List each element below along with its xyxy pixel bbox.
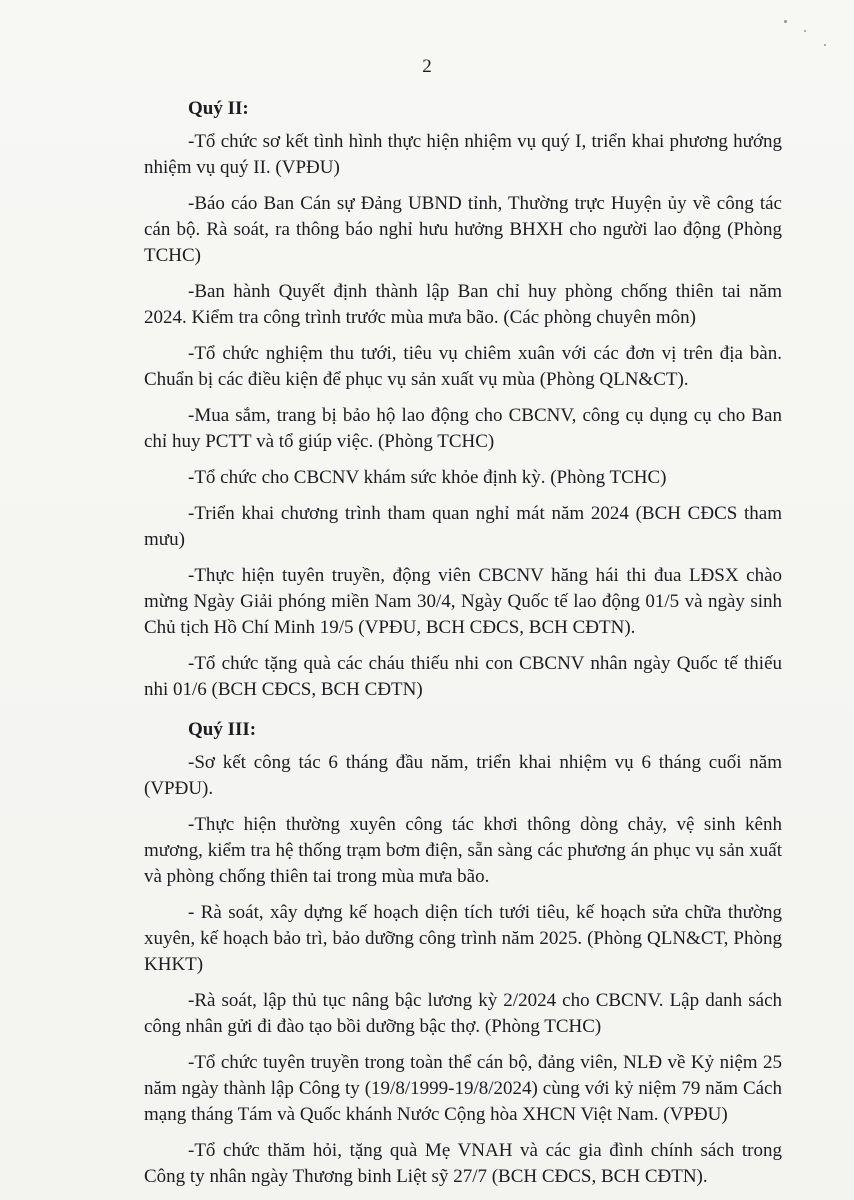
paragraph: -Triển khai chương trình tham quan nghỉ mát năm 2024 (BCH CĐCS tham mưu) xyxy=(144,503,782,550)
section-heading: Quý II: xyxy=(188,98,249,119)
paragraph: -Thực hiện thường xuyên công tác khơi thông dòng chảy, vệ sinh kênh mương, kiểm tra hệ thống trạm bơm điện, sẵn sàng các phương án phục vụ sản xuất và phòng chống thiên tai trong mùa mưa bão. xyxy=(144,814,782,887)
paragraph: -Tổ chức cho CBCNV khám sức khỏe định kỳ. (Phòng TCHC) xyxy=(188,467,667,488)
paragraph: -Tổ chức sơ kết tình hình thực hiện nhiệm vụ quý I, triển khai phương hướng nhiệm vụ quý II. (VPĐU) xyxy=(144,131,782,178)
scan-speck xyxy=(804,30,806,32)
paragraph: -Tổ chức thăm hỏi, tặng quà Mẹ VNAH và các gia đình chính sách trong Công ty nhân ngày Thương binh Liệt sỹ 27/7 (BCH CĐCS, BCH CĐTN). xyxy=(144,1140,782,1187)
paragraph: -Tổ chức tặng quà các cháu thiếu nhi con CBCNV nhân ngày Quốc tế thiếu nhi 01/6 (BCH CĐCS, BCH CĐTN) xyxy=(144,653,782,700)
paragraph: - Rà soát, xây dựng kế hoạch diện tích tưới tiêu, kế hoạch sửa chữa thường xuyên, kế hoạch bảo trì, bảo dưỡng công trình năm 2025. (Phòng QLN&CT, Phòng KHKT) xyxy=(144,902,782,975)
scan-speck xyxy=(784,20,787,23)
page-number: 2 xyxy=(422,56,432,77)
paragraph: -Tổ chức nghiệm thu tưới, tiêu vụ chiêm xuân với các đơn vị trên địa bàn. Chuẩn bị các điều kiện để phục vụ sản xuất vụ mùa (Phòng QLN&CT). xyxy=(144,343,782,390)
document-body xyxy=(144,96,782,1200)
paragraph: -Sơ kết công tác 6 tháng đầu năm, triển khai nhiệm vụ 6 tháng cuối năm (VPĐU). xyxy=(144,752,782,799)
section-quarter-3 xyxy=(144,717,782,1190)
paragraph: -Rà soát, lập thủ tục nâng bậc lương kỳ 2/2024 cho CBCNV. Lập danh sách công nhân gửi đi đào tạo bồi dưỡng bậc thợ. (Phòng TCHC) xyxy=(144,990,782,1037)
paragraph: -Tổ chức tuyên truyền trong toàn thể cán bộ, đảng viên, NLĐ về Kỷ niệm 25 năm ngày thành lập Công ty (19/8/1999-19/8/2024) cùng với kỷ niệm 79 năm Cách mạng tháng Tám và Quốc khánh Nước Cộng hòa XHCN Việt Nam. (VPĐU) xyxy=(144,1052,782,1125)
scan-speck xyxy=(824,44,826,46)
paragraph: -Báo cáo Ban Cán sự Đảng UBND tỉnh, Thường trực Huyện ủy về công tác cán bộ. Rà soát, ra thông báo nghỉ hưu hưởng BHXH cho người lao động (Phòng TCHC) xyxy=(144,193,782,266)
paragraph: -Mua sắm, trang bị bảo hộ lao động cho CBCNV, công cụ dụng cụ cho Ban chỉ huy PCTT và tổ giúp việc. (Phòng TCHC) xyxy=(144,405,782,452)
section-quarter-2 xyxy=(144,96,782,703)
section-heading: Quý III: xyxy=(188,719,257,740)
paragraph: -Thực hiện tuyên truyền, động viên CBCNV hăng hái thi đua LĐSX chào mừng Ngày Giải phóng miền Nam 30/4, Ngày Quốc tế lao động 01/5 và ngày sinh Chủ tịch Hồ Chí Minh 19/5 (VPĐU, BCH CĐCS, BCH CĐTN). xyxy=(144,565,782,638)
paragraph: -Ban hành Quyết định thành lập Ban chỉ huy phòng chống thiên tai năm 2024. Kiểm tra công trình trước mùa mưa bão. (Các phòng chuyên môn) xyxy=(144,281,782,328)
